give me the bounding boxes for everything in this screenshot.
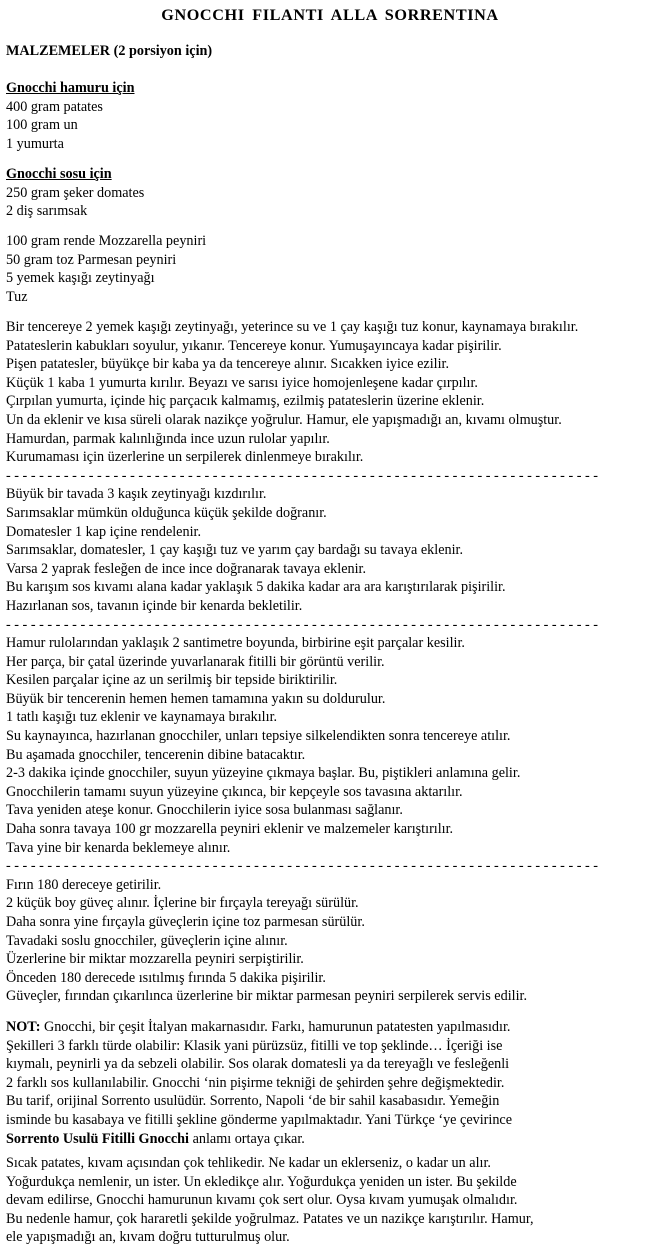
step-line: Sarımsaklar, domatesler, 1 çay kaşığı tuz ve yarım çay bardağı su tavaya eklenir. [6, 542, 464, 559]
closing-section [6, 1154, 656, 1247]
note-section [6, 1018, 656, 1148]
sauce-item: 2 diş sarımsak [6, 203, 88, 220]
step-line: Bu aşamada gnocchiler, tencerenin dibine batacaktır. [6, 746, 306, 763]
step-line: Patateslerin kabukları soyulur, yıkanır. Tencereye konur. Yumuşayıncaya kadar pişirilir. [6, 337, 502, 354]
step-line: Domatesler 1 kap içine rendelenir. [6, 523, 202, 540]
step-line: Güveçler, fırından çıkarılınca üzerlerine bir miktar parmesan peyniri serpilerek servis edilir. [6, 988, 528, 1005]
step-line: Su kaynayınca, hazırlanan gnocchiler, unları tepsiye silkelendikten sonra tencereye atılır. [6, 728, 511, 745]
extra-item: 5 yemek kaşığı zeytinyağı [6, 270, 155, 287]
section-separator: - - - - - - - - - - - - - - - - - - - - - - - - - - - - - - - - - - - - - - - - - - - - - - - - - - - - - - - - - - - - - - - - - - - - - - - - [6, 467, 598, 484]
note-line: Şekilleri 3 farklı türde olabilir: Klasik yani pürüzsüz, fitilli ve top şeklinde… İçeriği ise [6, 1037, 503, 1054]
sauce-item: 250 gram şeker domates [6, 184, 145, 201]
note-label: NOT: [6, 1019, 41, 1035]
dough-item: 400 gram patates [6, 98, 103, 115]
dough-item: 1 yumurta [6, 135, 64, 152]
note-tail: anlamı ortaya çıkar. [189, 1130, 305, 1147]
step-line: Hazırlanan sos, tavanın içinde bir kenarda bekletilir. [6, 597, 303, 614]
step-line: Üzerlerine bir miktar mozzarella peyniri serpiştirilir. [6, 951, 304, 968]
closing-line: ele yapışmadığı an, kıvam doğru tutturulmuş olur. [6, 1229, 290, 1246]
sauce-heading: Gnocchi sosu için [6, 166, 112, 182]
dough-heading: Gnocchi hamuru için [6, 80, 135, 96]
closing-line: Sıcak patates, kıvam açısından çok tehlikedir. Ne kadar un eklerseniz, o kadar un alır. [6, 1155, 491, 1171]
page-title: GNOCCHI FILANTI ALLA SORRENTINA [161, 6, 499, 24]
extra-item: Tuz [6, 288, 28, 305]
note-line: isminde bu kasabaya ve fitilli şekline gönderme yapılmaktadır. Yani Türkçe ‘ye çevirince [6, 1111, 513, 1128]
note-line [6, 1130, 656, 1149]
step-line: 1 tatlı kaşığı tuz eklenir ve kaynamaya bırakılır. [6, 709, 278, 726]
extra-item: 50 gram toz Parmesan peyniri [6, 251, 177, 268]
step-line: Daha sonra tavaya 100 gr mozzarella peyniri eklenir ve malzemeler karıştırılır. [6, 821, 454, 838]
step-line: Tava yeniden ateşe konur. Gnocchilerin iyice sosa bulanması sağlanır. [6, 802, 403, 819]
closing-line: Bu nedenle hamur, çok hararetli şekilde yoğrulmaz. Patates ve un nazikçe karıştırılır. Hamur, [6, 1210, 534, 1227]
step-line: Sarımsaklar mümkün olduğunca küçük şekilde doğranır. [6, 504, 327, 521]
step-line: Büyük bir tavada 3 kaşık zeytinyağı kızdırılır. [6, 486, 267, 503]
step-line: 2 küçük boy güveç alınır. İçlerine bir fırçayla tereyağı sürülür. [6, 895, 359, 912]
step-line: Bir tencereye 2 yemek kaşığı zeytinyağı, yeterince su ve 1 çay kaşığı tuz konur, kaynamaya bırakılır. [6, 319, 579, 335]
note-bold-phrase: Sorrento Usulü Fitilli Gnocchi [6, 1130, 190, 1147]
closing-line: devam edilirse, Gnocchi hamurunun kıvamı çok sert olur. Oysa kıvam yumuşak olmalıdır. [6, 1192, 518, 1209]
step-line: Bu karışım sos kıvamı alana kadar yaklaşık 5 dakika kadar ara ara karıştırılarak pişirilir. [6, 579, 506, 596]
extra-item: 100 gram rende Mozzarella peyniri [6, 233, 207, 249]
note-text: Gnocchi, bir çeşit İtalyan makarnasıdır. Farkı, hamurunun patatesten yapılmasıdır. [40, 1019, 511, 1035]
dough-item: 100 gram un [6, 117, 78, 134]
note-line [6, 1018, 656, 1037]
step-line: Daha sonra yine fırçayla güveçlerin içine toz parmesan sürülür. [6, 914, 365, 930]
step-line: Tava yine bir kenarda beklemeye alınır. [6, 839, 231, 856]
step-line: Tavadaki soslu gnocchiler, güveçlerin içine alınır. [6, 932, 288, 949]
step-line: Büyük bir tencerenin hemen hemen tamamına yakın su doldurulur. [6, 690, 386, 707]
extras-section [6, 232, 656, 306]
step-line: Çırpılan yumurta, içinde hiç parçacık kalmamış, ezilmiş patateslerin üzerine eklenir. [6, 393, 485, 410]
step-line: Gnocchilerin tamamı suyun yüzeyine çıkınca, bir kepçeyle sos tavasına aktarılır. [6, 783, 463, 800]
dough-section [6, 79, 656, 153]
step-line: 2-3 dakika içinde gnocchiler, suyun yüzeyine çıkmaya başlar. Bu, piştikleri anlamına gelir. [6, 765, 521, 782]
note-line: 2 farklı sos kullanılabilir. Gnocchi ‘nin pişirme tekniği de şehirden şehre değişmektedir. [6, 1074, 505, 1091]
step-line: Her parça, bir çatal üzerinde yuvarlanarak fitilli bir görüntü verilir. [6, 653, 385, 670]
step-line: Varsa 2 yaprak fesleğen de ince ince doğranarak tavaya eklenir. [6, 560, 367, 577]
ingredients-heading: MALZEMELER (2 porsiyon için) [6, 43, 213, 59]
steps-dough [6, 318, 656, 1006]
step-line: Hamur rulolarından yaklaşık 2 santimetre boyunda, birbirine eşit parçalar kesilir. [6, 635, 465, 652]
step-line: Kesilen parçalar içine az un serilmiş bir tepside biriktirilir. [6, 672, 338, 689]
note-line: Bu tarif, orijinal Sorrento usulüdür. Sorrento, Napoli ‘de bir sahil kasabasıdır. Yemeğin [6, 1093, 500, 1110]
closing-line: Yoğurdukça nemlenir, un ister. Un ekledikçe alır. Yoğurdukça yeniden un ister. Bu şekilde [6, 1173, 517, 1190]
step-line: Kurumaması için üzerlerine un serpilerek dinlenmeye bırakılır. [6, 449, 364, 466]
step-line: Pişen patatesler, büyükçe bir kaba ya da tencereye alınır. Sıcakken iyice ezilir. [6, 356, 450, 373]
sauce-section [6, 165, 656, 221]
note-line: kıymalı, peynirli ya da sebzeli olabilir. Sos olarak domatesli ya da tereyağlı ve fesleğenli [6, 1056, 510, 1073]
step-line: Küçük 1 kaba 1 yumurta kırılır. Beyazı ve sarısı iyice homojenleşene kadar çırpılır. [6, 374, 478, 391]
step-line: Hamurdan, parmak kalınlığında ince uzun rulolar yapılır. [6, 430, 330, 447]
section-separator: - - - - - - - - - - - - - - - - - - - - - - - - - - - - - - - - - - - - - - - - - - - - - - - - - - - - - - - - - - - - - - - - - - - - - - - - [6, 616, 598, 633]
step-line: Önceden 180 derecede ısıtılmış fırında 5 dakika pişirilir. [6, 969, 326, 986]
step-line: Fırın 180 dereceye getirilir. [6, 876, 162, 893]
step-line: Un da eklenir ve kısa süreli olarak nazikçe yoğrulur. Hamur, ele yapışmadığı an, kıvamı olmuştur. [6, 411, 562, 428]
ingredients-heading-block [6, 42, 656, 61]
section-separator: - - - - - - - - - - - - - - - - - - - - - - - - - - - - - - - - - - - - - - - - - - - - - - - - - - - - - - - - - - - - - - - - - - - - - - - - [6, 858, 598, 875]
